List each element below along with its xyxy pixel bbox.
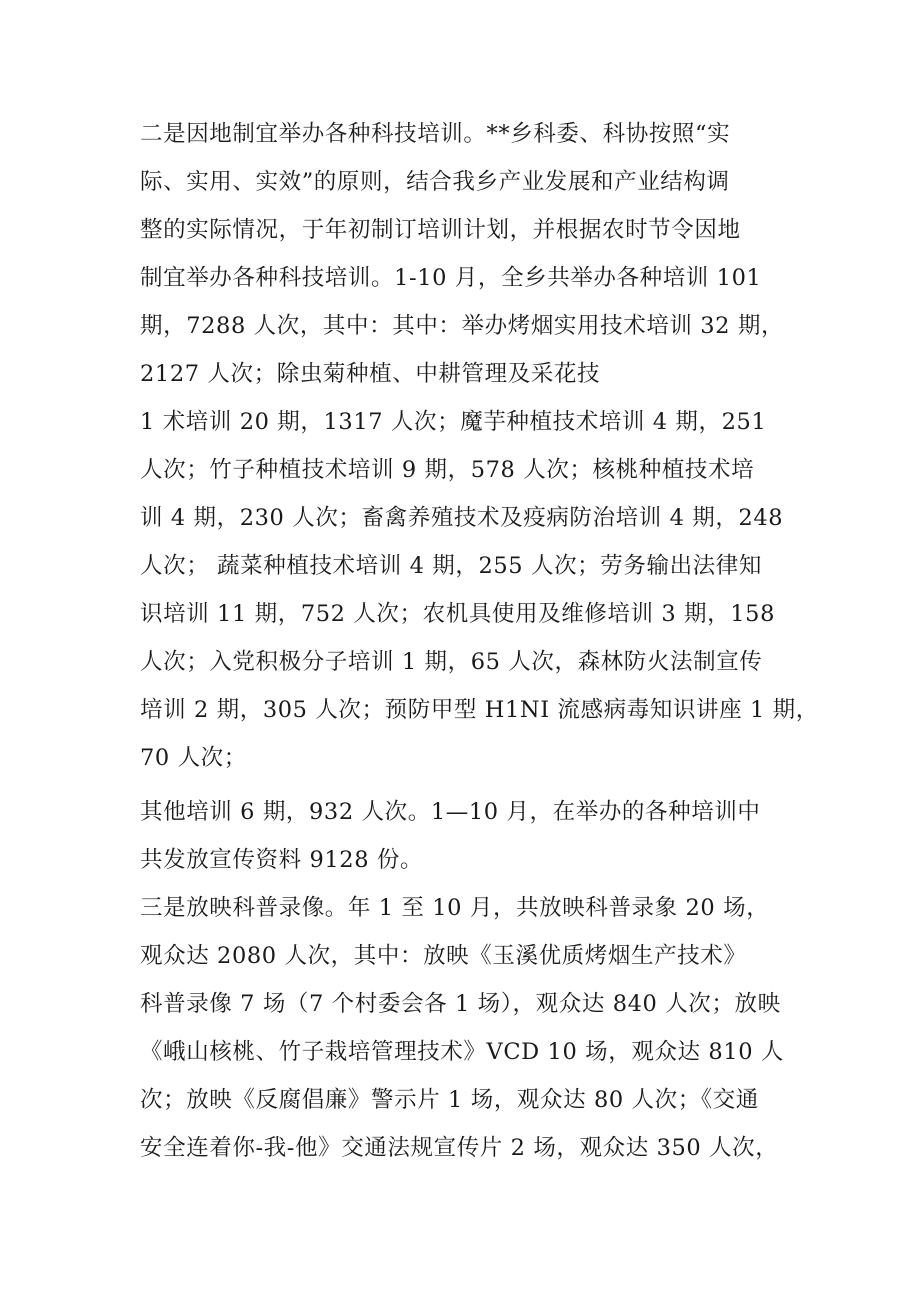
text-line: 共发放宣传资料 9128 份。 xyxy=(140,847,424,873)
text-line: 际、实用、实效”的原则，结合我乡产业发展和产业结构调 xyxy=(140,169,730,195)
text-line: 二是因地制宜举办各种科技培训。**乡科委、科协按照“实 xyxy=(140,121,731,147)
text-line: 2127 人次；除虫菊种植、中耕管理及采花技 xyxy=(140,361,601,387)
text-line: 训 4 期，230 人次；畜禽养殖技术及疫病防治培训 4 期，248 xyxy=(140,505,784,531)
text-line: 科普录像 7 场（7 个村委会各 1 场），观众达 840 人次；放映 xyxy=(140,991,781,1017)
text-line: 70 人次； xyxy=(140,745,247,771)
text-line: 培训 2 期，305 人次；预防甲型 H1NI 流感病毒知识讲座 1 期， xyxy=(140,697,819,723)
text-line: 人次； 蔬菜种植技术培训 4 期，255 人次；劳务输出法律知 xyxy=(140,553,762,579)
text-line: 1 术培训 20 期，1317 人次；魔芋种植技术培训 4 期，251 xyxy=(140,409,767,435)
text-line: 《峨山核桃、竹子栽培管理技术》VCD 10 场，观众达 810 人 xyxy=(140,1039,784,1065)
text-line: 三是放映科普录像。年 1 至 10 月，共放映科普录象 20 场， xyxy=(140,895,770,921)
text-line: 安全连着你-我-他》交通法规宣传片 2 场，观众达 350 人次， xyxy=(140,1135,779,1161)
text-line: 识培训 11 期，752 人次；农机具使用及维修培训 3 期，158 xyxy=(140,601,775,627)
text-line: 人次；入党积极分子培训 1 期，65 人次，森林防火法制宣传 xyxy=(140,649,763,675)
text-line: 期，7288 人次，其中：其中：举办烤烟实用技术培训 32 期， xyxy=(140,313,785,339)
text-line: 其他培训 6 期，932 人次。1—10 月，在举办的各种培训中 xyxy=(140,799,761,825)
text-line: 次；放映《反腐倡廉》警示片 1 场，观众达 80 人次；《交通 xyxy=(140,1087,759,1113)
text-line: 观众达 2080 人次，其中：放映《玉溪优质烤烟生产技术》 xyxy=(140,943,747,969)
text-line: 人次；竹子种植技术培训 9 期，578 人次；核桃种植技术培 xyxy=(140,457,755,483)
text-line: 整的实际情况，于年初制订培训计划，并根据农时节令因地 xyxy=(140,217,741,243)
text-line: 制宜举办各种科技培训。1-10 月，全乡共举办各种培训 101 xyxy=(140,265,762,291)
